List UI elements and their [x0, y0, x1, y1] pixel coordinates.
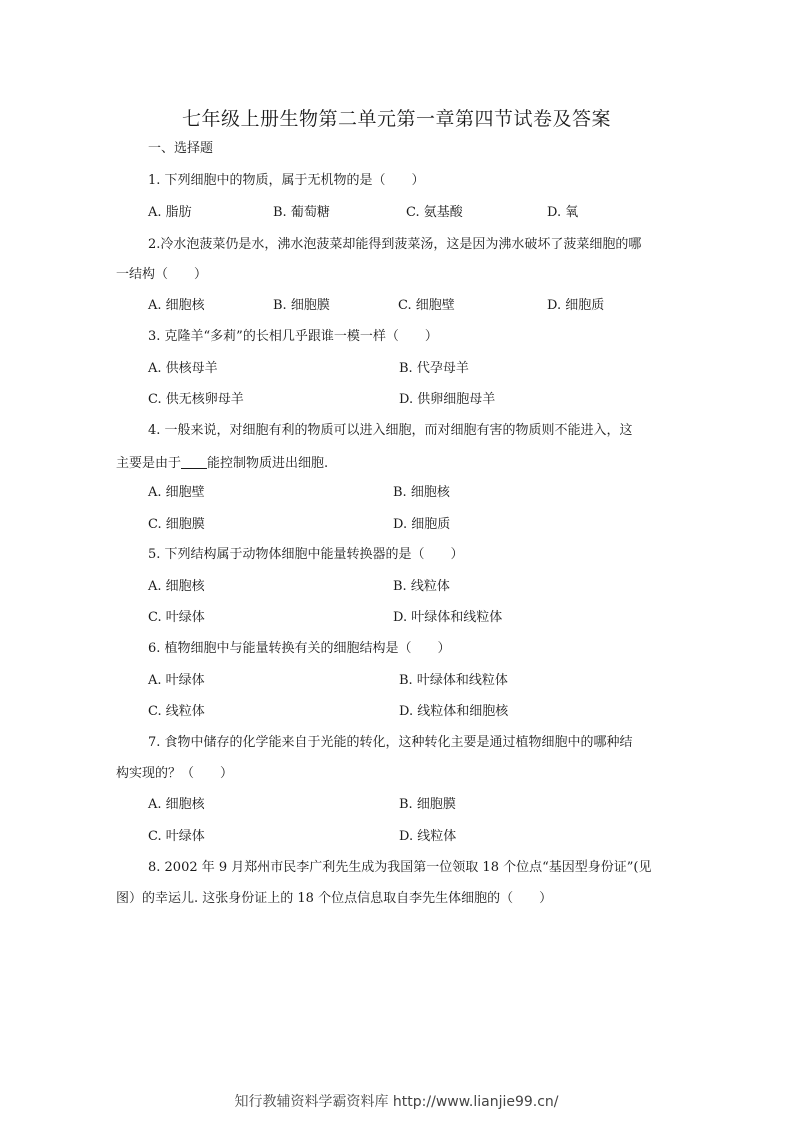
- question-3-option-b: B. 代孕母羊: [399, 361, 469, 376]
- question-3-stem: 3. 克隆羊“多莉”的长相几乎跟谁一模一样（ ）: [148, 329, 438, 344]
- question-3-option-a: A. 供核母羊: [148, 361, 218, 376]
- question-3-option-d: D. 供卵细胞母羊: [399, 392, 496, 407]
- question-4-stem-prefix: 主要是由于: [116, 456, 182, 471]
- question-4-option-b: B. 细胞核: [393, 485, 450, 500]
- question-7-option-b: B. 细胞膜: [399, 797, 456, 812]
- question-6-option-b: B. 叶绿体和线粒体: [399, 673, 508, 688]
- question-2-stem-line-1: 2.冷水泡菠菜仍是水，沸水泡菠菜却能得到菠菜汤，这是因为沸水破坏了菠菜细胞的哪: [148, 237, 642, 252]
- question-8-stem-line-1: 8. 2002 年 9 月郑州市民李广利先生成为我国第一位领取 18 个位点“基因型身份证”(见: [148, 860, 652, 875]
- question-7-option-a: A. 细胞核: [148, 797, 205, 812]
- question-1-option-c: C. 氨基酸: [406, 205, 463, 220]
- question-2-option-d: D. 细胞质: [547, 298, 605, 313]
- question-5-option-a: A. 细胞核: [148, 579, 205, 594]
- question-2-option-b: B. 细胞膜: [273, 298, 330, 313]
- question-6-option-c: C. 线粒体: [148, 704, 205, 719]
- question-4-option-a: A. 细胞壁: [148, 485, 205, 500]
- question-7-stem-line-2: 构实现的？（ ）: [116, 766, 234, 781]
- question-1-option-b: B. 葡萄糖: [273, 205, 330, 220]
- question-2-option-a: A. 细胞核: [148, 298, 205, 313]
- question-7-option-d: D. 线粒体: [399, 829, 457, 844]
- question-4-option-c: C. 细胞膜: [148, 517, 205, 532]
- answer-blank: [181, 455, 207, 469]
- question-5-option-b: B. 线粒体: [393, 579, 450, 594]
- question-2-option-c: C. 细胞壁: [398, 298, 455, 313]
- question-7-option-c: C. 叶绿体: [148, 829, 205, 844]
- question-4-option-d: D. 细胞质: [393, 517, 451, 532]
- question-5-stem: 5. 下列结构属于动物体细胞中能量转换器的是（ ）: [148, 547, 464, 562]
- question-1-stem: 1. 下列细胞中的物质，属于无机物的是（ ）: [148, 173, 425, 188]
- question-6-option-d: D. 线粒体和细胞核: [399, 704, 509, 719]
- question-2-stem-line-2: 一结构（ ）: [116, 267, 208, 282]
- question-1-option-a: A. 脂肪: [148, 205, 192, 220]
- question-1-option-d: D. 氧: [547, 205, 579, 220]
- question-8-stem-line-2: 图）的幸运儿. 这张身份证上的 18 个位点信息取自李先生体细胞的（ ）: [116, 891, 553, 906]
- question-4-stem-suffix: 能控制物质进出细胞.: [207, 456, 329, 471]
- question-7-stem-line-1: 7. 食物中储存的化学能来自于光能的转化，这种转化主要是通过植物细胞中的哪种结: [148, 735, 633, 750]
- question-4-stem-line-2: [116, 455, 328, 472]
- question-4-stem-line-1: 4. 一般来说，对细胞有利的物质可以进入细胞，而对细胞有害的物质则不能进入，这: [148, 423, 633, 438]
- question-6-option-a: A. 叶绿体: [148, 673, 205, 688]
- question-5-option-d: D. 叶绿体和线粒体: [393, 610, 503, 625]
- section-heading: 一、选择题: [148, 141, 214, 156]
- question-6-stem: 6. 植物细胞中与能量转换有关的细胞结构是（ ）: [148, 641, 451, 656]
- page-footer: 知行教辅资料学霸资料库 http://www.lianjie99.cn/: [234, 1094, 559, 1110]
- page-title: 七年级上册生物第二单元第一章第四节试卷及答案: [181, 108, 611, 130]
- question-5-option-c: C. 叶绿体: [148, 610, 205, 625]
- question-3-option-c: C. 供无核卵母羊: [148, 392, 244, 407]
